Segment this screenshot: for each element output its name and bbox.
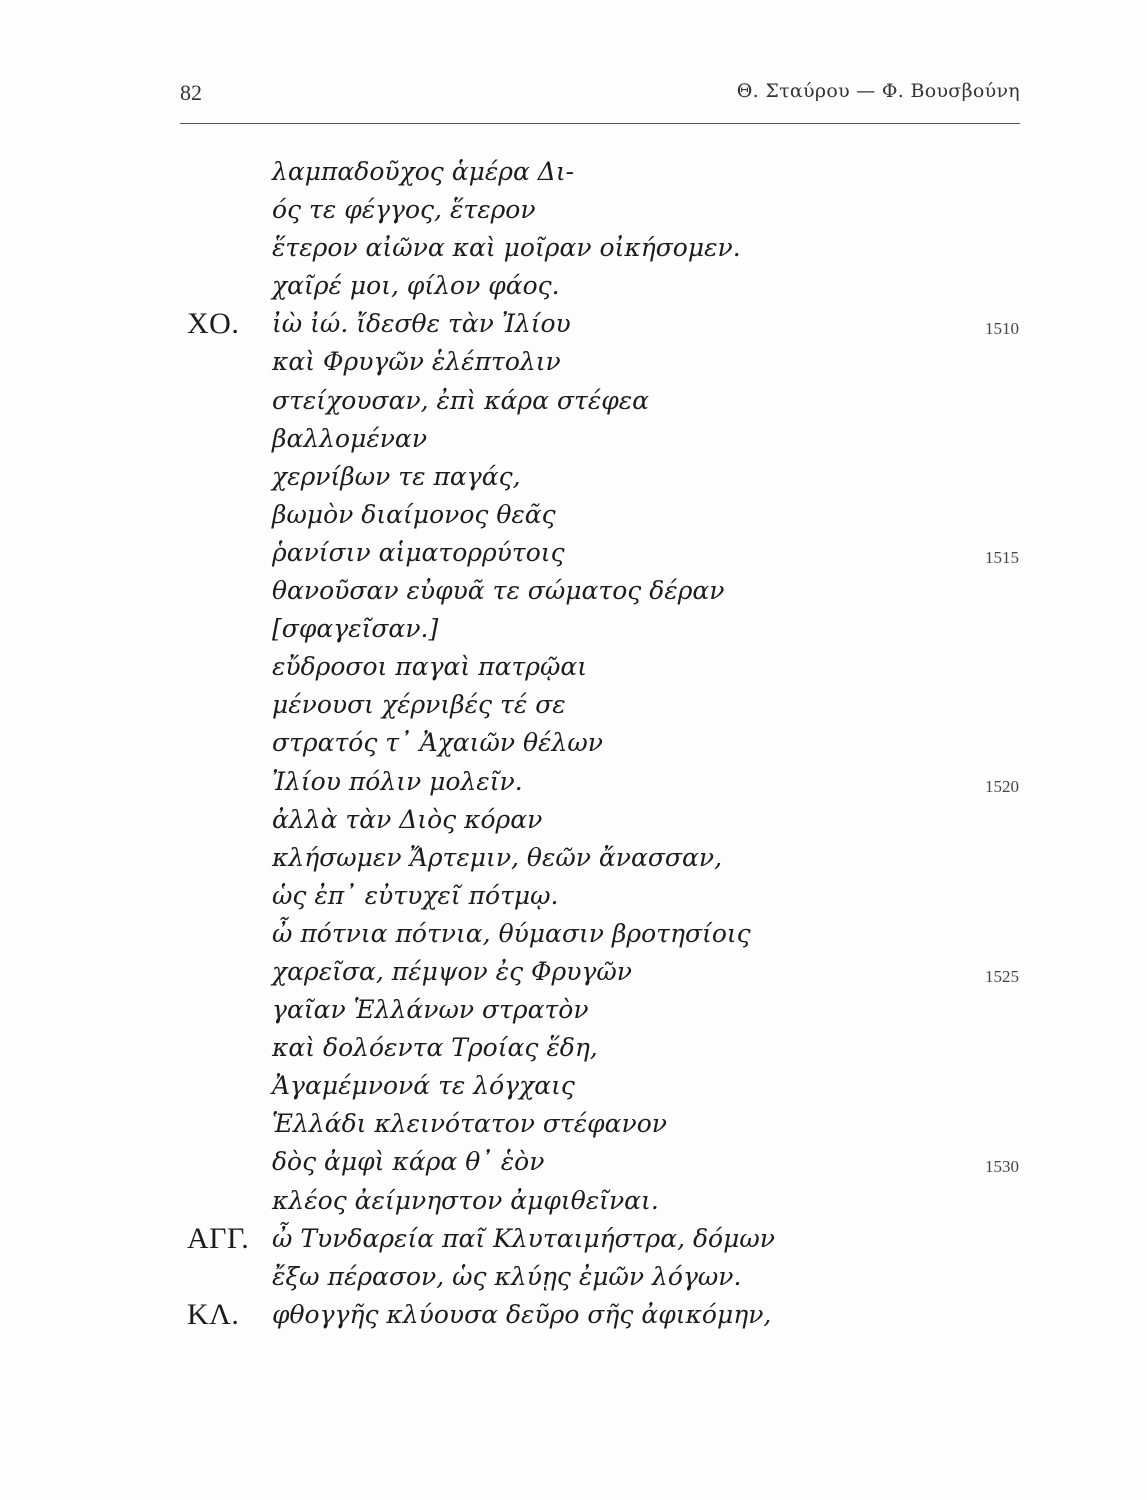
verse-line [0,420,1147,458]
verse-text: ἀλλὰ τὰν Διὸς κόραν [272,804,543,834]
verse-line [0,801,1147,839]
verse-line [0,1182,1147,1220]
verse-text: στρατός τ᾽ Ἀχαιῶν θέλων [272,728,603,758]
verse-line [0,496,1147,534]
verse-text: στείχουσαν, ἐπὶ κάρα στέφεα [272,385,650,415]
verse-text: ἔξω πέρασον, ὡς κλύῃς ἐμῶν λόγων. [272,1261,742,1291]
line-number: 1510 [985,319,1019,339]
verse-line [0,839,1147,877]
verse-line [0,343,1147,381]
verse-text: κλέος ἀείμνηστον ἀμφιθεῖναι. [272,1185,659,1215]
verse-line [0,191,1147,229]
page-header [180,78,1020,118]
verse-text: χαρεῖσα, πέμψον ἐς Φρυγῶν [272,956,632,986]
verse-line [0,686,1147,724]
verse-line [0,610,1147,648]
verse-line [0,1105,1147,1143]
verse-text: λαμπαδοῦχος ἁμέρα Δι- [272,157,575,186]
verse-line [0,1220,1147,1258]
verse-line [0,763,1147,801]
line-number: 1525 [985,966,1019,986]
verse-text: ἰὼ ἰώ. ἴδεσθε τὰν Ἰλίου [272,309,571,339]
verse-line [0,305,1147,343]
verse-line [0,458,1147,496]
verse-text: καὶ δολόεντα Τροίας ἕδη, [272,1033,598,1063]
verse-text: ός τε φέγγος, ἕτερον [272,195,536,225]
verse-line [0,877,1147,915]
verse-text: ὦ πότνια πότνια, θύμασιν βροτησίοις [272,918,751,948]
verse-line [0,382,1147,420]
verse-text: χερνίβων τε παγάς, [272,461,521,491]
verse-text: γαῖαν Ἑλλάνων στρατὸν [272,995,589,1025]
verse-line [0,953,1147,991]
verse-line [0,991,1147,1029]
verse-text: κλήσωμεν Ἄρτεμιν, θεῶν ἄνασσαν, [272,842,723,872]
line-number: 1530 [985,1157,1019,1177]
speaker-label: ΚΛ. [187,1297,240,1331]
verse-line [0,915,1147,953]
verse-line [0,1143,1147,1181]
verse-line [0,724,1147,762]
verse-line [0,1296,1147,1334]
verse-line [0,648,1147,686]
verse-line [0,267,1147,305]
verse-text: Ἀγαμέμνονά τε λόγχαις [272,1071,575,1101]
line-number: 1520 [985,776,1019,796]
verse-text: βαλλομέναν [272,423,428,453]
verse-line [0,229,1147,267]
verse-text: εὔδροσοι παγαὶ πατρῷαι [272,652,588,682]
verse-line [0,534,1147,572]
verse-block [0,153,1147,1334]
verse-text: χαῖρέ μοι, φίλον φάος. [272,271,560,301]
verse-text: καὶ Φρυγῶν ἑλέπτολιν [272,347,561,377]
speaker-label: ΑΓΓ. [187,1221,250,1255]
verse-text: Ἑλλάδι κλεινότατον στέφανον [272,1109,667,1139]
verse-text: ἕτερον αἰῶνα καὶ μοῖραν οἰκήσομεν. [272,233,741,263]
verse-text: ῥανίσιν αἱματορρύτοις [272,537,565,567]
verse-text: βωμὸν διαίμονος θεᾶς [272,499,556,529]
verse-text: Ἰλίου πόλιν μολεῖν. [272,766,523,796]
verse-text: θανοῦσαν εὐφυᾶ τε σώματος δέραν [272,576,725,606]
verse-line [0,572,1147,610]
verse-line [0,1258,1147,1296]
line-number: 1515 [985,547,1019,567]
verse-text: ὡς ἐπ᾽ εὐτυχεῖ πότμῳ. [272,880,559,910]
speaker-label: ΧΟ. [187,307,240,341]
verse-text: δὸς ἀμφὶ κάρα θ᾽ ἑὸν [272,1147,545,1177]
verse-text: [σφαγεῖσαν.] [272,614,439,644]
verse-line [0,1029,1147,1067]
verse-line [0,153,1147,191]
running-head: Θ. Σταύρου — Φ. Βουσβούνη [736,80,1020,102]
page-number: 82 [180,80,202,105]
verse-text: ὦ Τυνδαρεία παῖ Κλυταιμήστρα, δόμων [272,1223,775,1253]
verse-text: φθογγῆς κλύουσα δεῦρο σῆς ἀφικόμην, [272,1299,772,1329]
header-rule [180,123,1020,124]
verse-line [0,1067,1147,1105]
verse-text: μένουσι χέρνιβές τέ σε [272,690,566,720]
